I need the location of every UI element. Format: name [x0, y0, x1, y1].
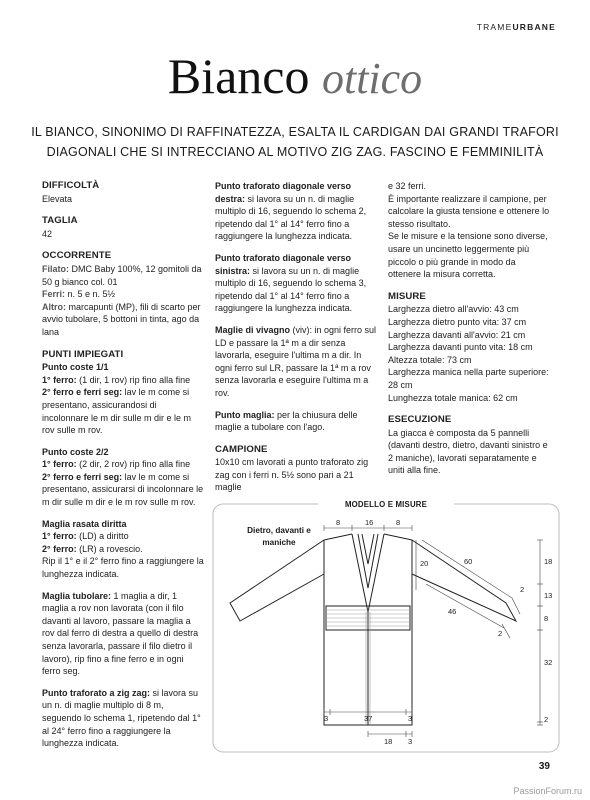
coste11-row1-key: 1° ferro:: [42, 374, 77, 385]
page-number: 39: [538, 761, 550, 772]
column-1: [42, 180, 204, 750]
campione-heading: CAMPIONE: [215, 443, 268, 455]
misure-heading: MISURE: [388, 290, 426, 302]
altro-value: marcapunti (MP), fili di scarto per avvio tubolare, 5 bottoni in tinta, ago da lana: [42, 301, 201, 337]
zigzag-text: si lavora su un n. di maglie multiplo di 8 m, seguendo lo schema 1, ripetendo dal 1° al 24° ferro fino a raggiungere la lunghezza indicata.: [42, 687, 201, 749]
misure-item: Larghezza dietro all'avvio: 43 cm: [388, 304, 519, 315]
diagonale-dx-text: si lavora su un n. di maglie multiplo di 16, seguendo lo schema 2, ripetendo dal 1° al 14° ferro fino a raggiungere la lunghezza indicata.: [215, 193, 367, 242]
dim-right-18: 18: [544, 557, 553, 566]
tubolare-key: Maglia tubolare:: [42, 590, 112, 601]
dim-cuff-right: 2: [498, 629, 503, 638]
ferri-value: n. 5 e n. 5½: [65, 289, 116, 300]
coste22-row1: [42, 458, 204, 471]
filato-value: DMC Baby 100%, 12 gomitoli da 50 g bianco col. 01: [42, 263, 202, 287]
rasata-heading: Maglia rasata diritta: [42, 518, 127, 529]
campione-para-3: Se le misure e la tensione sono diverse, usare un uncinetto leggermente più piccolo o più grande in modo da ottenere la misura corretta.: [388, 231, 548, 280]
right-sleeve: [412, 540, 516, 621]
diagram-heading: MODELLO E MISURE: [344, 500, 428, 509]
taglia-value: 42: [42, 228, 53, 239]
brand-prefix: TRAME: [476, 22, 513, 32]
dim-right-32: 32: [544, 658, 553, 667]
zigzag-para: [42, 687, 204, 750]
misure-item: Altezza totale: 73 cm: [388, 354, 472, 365]
subtitle: IL BIANCO, SINONIMO DI RAFFINATEZZA, ESALTA IL CARDIGAN DAI GRANDI TRAFORI DIAGONALI CHE SI INTRECCIANO AL MOTIVO ZIG ZAG. FASCINO E FEMMINILITÀ: [31, 125, 559, 159]
left-sleeve: [230, 540, 324, 621]
dim-right-2: 2: [544, 715, 549, 724]
campione-text: 10x10 cm lavorati a punto traforato zig zag con i ferri n. 5½ sono pari a 21 maglie: [215, 457, 369, 493]
taglia-heading: TAGLIA: [42, 215, 78, 227]
diagonale-sx-para: [215, 252, 377, 315]
dim-bottom-3b: 3: [408, 714, 413, 723]
campione-para-2: È importante realizzare il campione, per calcolare la giusta tensione e ottenere lo stesso risultato.: [388, 193, 550, 229]
watermark: PassionForum.ru: [513, 786, 582, 796]
misure-item: Larghezza davanti punto vita: 18 cm: [388, 342, 533, 353]
difficolta-value: Elevata: [42, 193, 73, 204]
dim-bottom-3a: 3: [324, 714, 329, 723]
rasata-row3: Rip il 1° e il 2° ferro fino a raggiungere la lunghezza indicata.: [42, 556, 204, 580]
diagonale-sx-text: si lavora su un n. di maglie multiplo di 16, seguendo lo schema 3, ripetendo dal 1° al 14° ferro fino a raggiungere la lunghezza indicata.: [215, 265, 367, 314]
dim-cuff-left: 2: [520, 585, 525, 594]
punto-maglia-para: [215, 409, 377, 434]
filato-line: [42, 263, 204, 288]
rasata-row2: [42, 543, 204, 556]
rasata-row1-key: 1° ferro:: [42, 531, 77, 542]
brand-suffix: URBANE: [512, 22, 556, 32]
coste11-row1-text: (1 dir, 1 rov) rip fino alla fine: [76, 374, 191, 385]
garment-drawing: [212, 500, 560, 755]
diagonale-dx-para: [215, 180, 377, 243]
title-main: Bianco: [167, 48, 310, 104]
dim-sleeve-under: 46: [448, 607, 457, 616]
dim-right-13: 13: [544, 591, 553, 600]
dim-bottom-3c: 3: [408, 737, 413, 746]
column-3: [388, 180, 550, 477]
misure-item: Larghezza davanti all'avvio: 21 cm: [388, 329, 526, 340]
campione-continued: e 32 ferri.: [388, 181, 427, 191]
vivagno-key: Maglie di vivagno: [215, 324, 291, 335]
tubolare-text: 1 maglia a dir, 1 maglia a rov non lavorata (con il filo davanti al lavoro, passare la maglia a rov dal ferro di destra a quello di destra senza lavorarla, passare il filo dietro il lavoro), rip fino a fine ferro e in ogni ferro seg.: [42, 590, 199, 677]
coste11-row1: [42, 374, 204, 387]
dim-top-mid: 16: [365, 518, 374, 527]
coste11-heading: Punto coste 1/1: [42, 362, 109, 373]
coste11-row2-key: 2° ferro e ferri seg:: [42, 387, 123, 398]
column-2: [215, 180, 377, 494]
ferri-key: Ferri:: [42, 289, 66, 300]
vivagno-abbr: (viv):: [290, 324, 313, 335]
diagram-label: Dietro, davanti e maniche: [247, 526, 311, 547]
rasata-row1: [42, 530, 204, 543]
vivagno-para: [215, 324, 377, 400]
misure-item: Lunghezza totale manica: 62 cm: [388, 392, 518, 403]
dim-sleeve: 60: [464, 557, 473, 566]
dim-top-left: 8: [336, 518, 341, 527]
zigzag-key: Punto traforato a zig zag:: [42, 687, 150, 698]
dim-neck: 20: [420, 559, 429, 568]
esecuzione-text: La giacca è composta da 5 pannelli (davanti destro, dietro, davanti sinistro e 2 maniche), lavorati separatamente e uniti alla fine.: [388, 427, 548, 476]
coste11-row2-text: lav le m come si presentano, assicurandosi di incolonnare le m dir sulle m dir e le m rov sulle m rov.: [42, 387, 192, 436]
coste11-row2: [42, 386, 204, 436]
coste22-row2-text: lav le m come si presentano, assicurarsi di incolonnare le m dir sulle m dir e le m rov sulle m rov.: [42, 471, 204, 508]
brand: [477, 22, 556, 32]
altro-key: Altro:: [42, 301, 66, 312]
dim-right-8: 8: [544, 614, 549, 623]
dim-bottom-37: 37: [364, 714, 373, 723]
esecuzione-heading: ESECUZIONE: [388, 414, 452, 426]
page-title: [0, 48, 590, 107]
rasata-row1-text: (LD) a diritto: [76, 531, 129, 542]
diagonale-sx-key: Punto traforato diagonale verso sinistra:: [215, 252, 352, 276]
misure-item: Larghezza manica nella parte superiore: 28 cm: [388, 367, 549, 390]
vivagno-text: in ogni ferro sul LD e passare la 1ª m a dir senza lavorarla, eseguire l'ultima m a dir. In ogni ferro sul LR, passare la 1ª m a rov senza lavorarla e eseguire l'ultima m a rov.: [215, 324, 377, 398]
dim-bottom-18: 18: [384, 737, 393, 746]
difficolta-heading: DIFFICOLTÀ: [42, 180, 100, 191]
coste22-row1-key: 1° ferro:: [42, 459, 77, 470]
ferri-line: [42, 288, 204, 301]
coste22-row2-key: 2° ferro e ferri seg:: [42, 471, 123, 482]
schematic-diagram: [212, 500, 560, 755]
occorrente-heading: OCCORRENTE: [42, 250, 112, 262]
coste22-row1-text: (2 dir, 2 rov) rip fino alla fine: [76, 459, 191, 470]
punto-maglia-text: per la chiusura delle maglie a tubolare con l'ago.: [215, 409, 358, 433]
punto-maglia-key: Punto maglia:: [215, 409, 275, 420]
diagonale-dx-key: Punto traforato diagonale verso destra:: [215, 181, 352, 204]
rasata-row2-key: 2° ferro:: [42, 543, 77, 554]
rasata-row2-text: (LR) a rovescio.: [76, 543, 143, 554]
tubolare-para: [42, 590, 204, 678]
coste22-row2: [42, 471, 204, 509]
coste22-heading: Punto coste 2/2: [42, 446, 109, 457]
punti-heading: PUNTI IMPIEGATI: [42, 348, 124, 360]
altro-line: [42, 301, 204, 339]
misure-item: Larghezza dietro punto vita: 37 cm: [388, 316, 527, 327]
dim-top-right: 8: [396, 518, 401, 527]
filato-key: Filato:: [42, 263, 69, 274]
garment-outline: [324, 534, 412, 612]
title-italic: ottico: [321, 54, 423, 103]
